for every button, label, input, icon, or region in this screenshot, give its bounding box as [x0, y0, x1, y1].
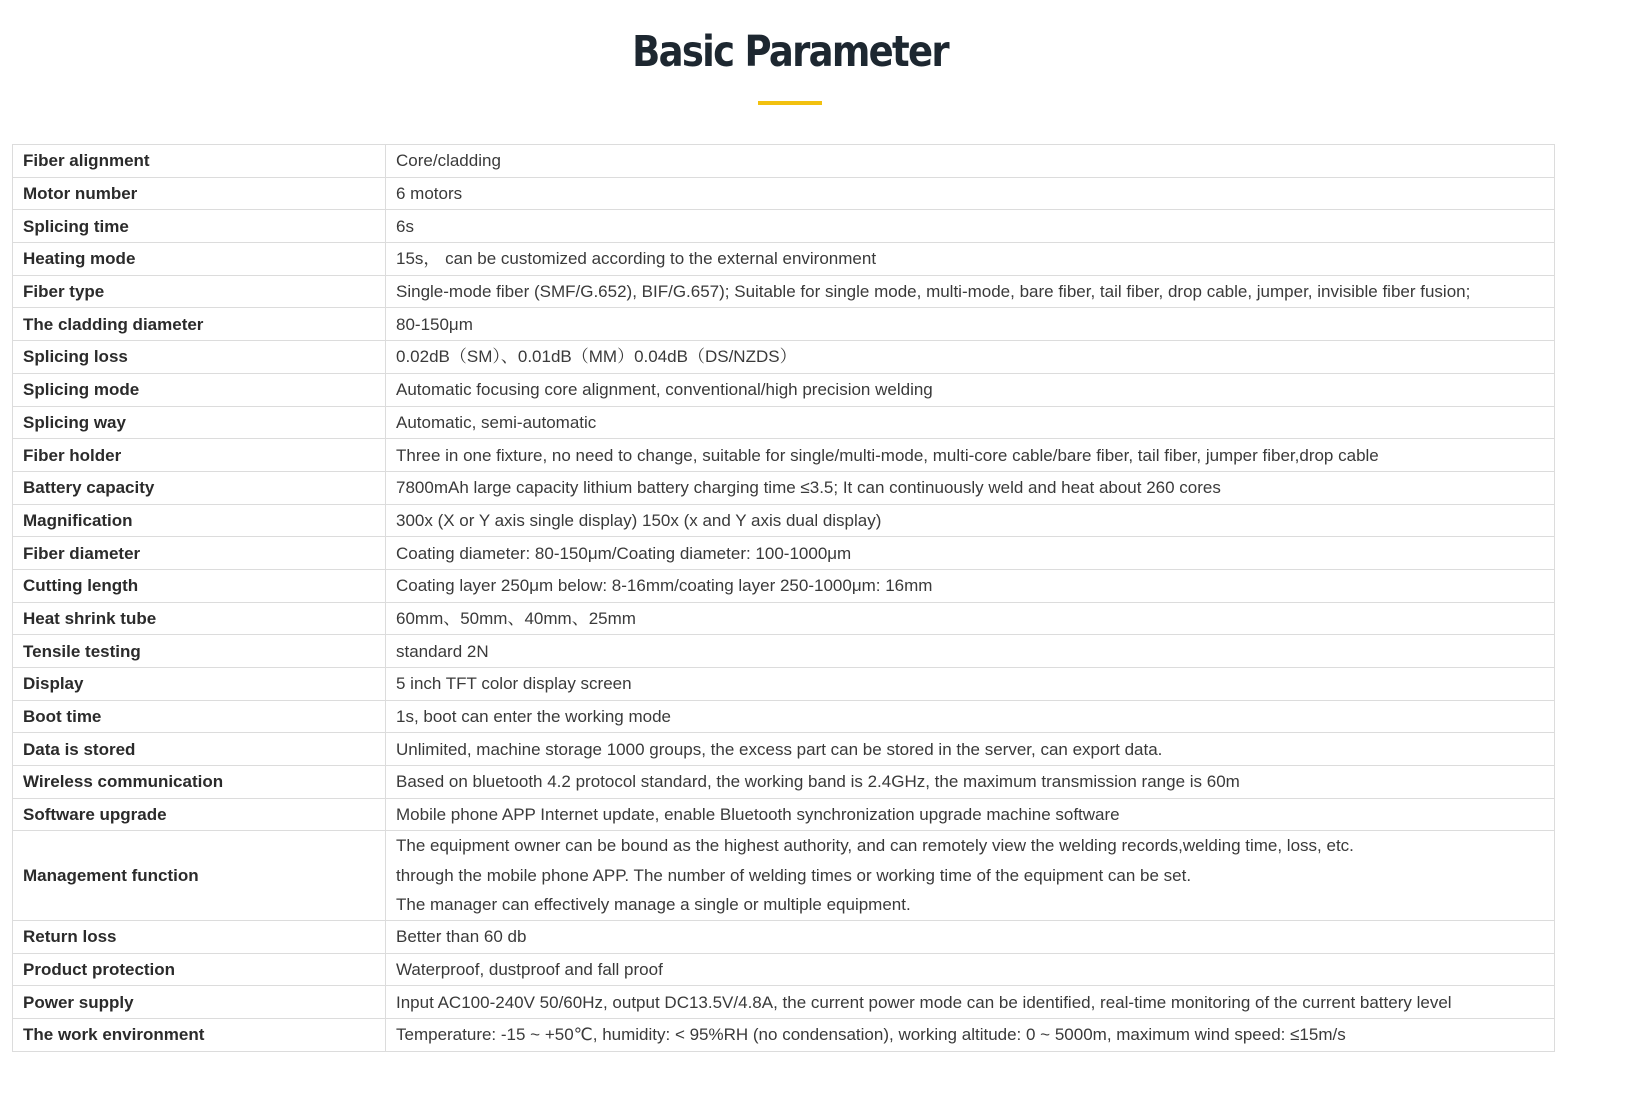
table-row — [13, 920, 1555, 953]
table-row — [13, 275, 1555, 308]
table-row — [13, 766, 1555, 799]
param-label: Battery capacity — [13, 471, 386, 504]
param-value-multiline — [386, 831, 1555, 921]
table-row — [13, 341, 1555, 374]
param-label: Management function — [13, 831, 386, 921]
param-value: Unlimited, machine storage 1000 groups, the excess part can be stored in the server, can export data. — [386, 733, 1555, 766]
table-row — [13, 243, 1555, 276]
table-row — [13, 177, 1555, 210]
param-value: Input AC100-240V 50/60Hz, output DC13.5V/4.8A, the current power mode can be identified, real-time monitoring of the current battery level — [386, 986, 1555, 1019]
param-value: Single-mode fiber (SMF/G.652), BIF/G.657); Suitable for single mode, multi-mode, bare fiber, tail fiber, drop cable, jumper, invisible fiber fusion; — [386, 275, 1555, 308]
param-value: Mobile phone APP Internet update, enable Bluetooth synchronization upgrade machine software — [386, 798, 1555, 831]
table-row — [13, 668, 1555, 701]
management-line: The manager can effectively manage a single or multiple equipment. — [396, 895, 911, 915]
param-value: Waterproof, dustproof and fall proof — [386, 953, 1555, 986]
table-row — [13, 406, 1555, 439]
param-value: 60mm、50mm、40mm、25mm — [386, 602, 1555, 635]
table-row — [13, 700, 1555, 733]
param-label: Magnification — [13, 504, 386, 537]
param-value: Core/cladding — [386, 145, 1555, 178]
param-label: Cutting length — [13, 569, 386, 602]
table-row — [13, 569, 1555, 602]
param-label: Motor number — [13, 177, 386, 210]
parameter-table — [12, 144, 1555, 1052]
param-label: Data is stored — [13, 733, 386, 766]
management-line: through the mobile phone APP. The number of welding times or working time of the equipment can be set. — [396, 865, 1192, 885]
param-value: 1s, boot can enter the working mode — [386, 700, 1555, 733]
param-value: Better than 60 db — [386, 920, 1555, 953]
param-label: Fiber diameter — [13, 537, 386, 570]
param-value: Automatic, semi-automatic — [386, 406, 1555, 439]
table-row — [13, 373, 1555, 406]
param-label: The work environment — [13, 1019, 386, 1052]
param-label: Fiber holder — [13, 439, 386, 472]
param-value: Coating diameter: 80-150μm/Coating diameter: 100-1000μm — [386, 537, 1555, 570]
table-row — [13, 537, 1555, 570]
table-row — [13, 733, 1555, 766]
param-label: Fiber alignment — [13, 145, 386, 178]
param-value: 0.02dB（SM）、0.01dB（MM）0.04dB（DS/NZDS） — [386, 341, 1555, 374]
param-value: 5 inch TFT color display screen — [386, 668, 1555, 701]
table-row — [13, 210, 1555, 243]
param-value: Temperature: -15 ~ +50℃, humidity: < 95%RH (no condensation), working altitude: 0 ~ 5000m, maximum wind speed: ≤15m/s — [386, 1019, 1555, 1052]
param-value: Coating layer 250μm below: 8-16mm/coating layer 250-1000μm: 16mm — [386, 569, 1555, 602]
param-label: Tensile testing — [13, 635, 386, 668]
param-value: 15s， can be customized according to the external environment — [386, 243, 1555, 276]
param-value: 7800mAh large capacity lithium battery charging time ≤3.5; It can continuously weld and heat about 260 cores — [386, 471, 1555, 504]
param-value: Based on bluetooth 4.2 protocol standard, the working band is 2.4GHz, the maximum transmission range is 60m — [386, 766, 1555, 799]
param-label: Fiber type — [13, 275, 386, 308]
table-row — [13, 1019, 1555, 1052]
table-row — [13, 471, 1555, 504]
param-value: Automatic focusing core alignment, conventional/high precision welding — [386, 373, 1555, 406]
table-row — [13, 145, 1555, 178]
table-row — [13, 602, 1555, 635]
param-label: The cladding diameter — [13, 308, 386, 341]
param-label: Power supply — [13, 986, 386, 1019]
table-row — [13, 953, 1555, 986]
param-label: Boot time — [13, 700, 386, 733]
table-row-management — [13, 831, 1555, 921]
table-row — [13, 798, 1555, 831]
param-value: 80-150μm — [386, 308, 1555, 341]
table-row — [13, 986, 1555, 1019]
management-line: The equipment owner can be bound as the highest authority, and can remotely view the welding records,welding time, loss, etc. — [396, 836, 1354, 856]
param-label: Product protection — [13, 953, 386, 986]
param-label: Splicing loss — [13, 341, 386, 374]
param-value: 300x (X or Y axis single display) 150x (x and Y axis dual display) — [386, 504, 1555, 537]
page-title: Basic Parameter — [632, 27, 948, 77]
table-row — [13, 504, 1555, 537]
title-underline — [758, 101, 822, 105]
param-value: 6s — [386, 210, 1555, 243]
param-value: standard 2N — [386, 635, 1555, 668]
param-label: Display — [13, 668, 386, 701]
table-row — [13, 308, 1555, 341]
param-value: Three in one fixture, no need to change, suitable for single/multi-mode, multi-core cable/bare fiber, tail fiber, jumper fiber,drop cable — [386, 439, 1555, 472]
param-label: Heat shrink tube — [13, 602, 386, 635]
param-label: Heating mode — [13, 243, 386, 276]
param-label: Return loss — [13, 920, 386, 953]
table-row — [13, 635, 1555, 668]
param-label: Wireless communication — [13, 766, 386, 799]
param-label: Splicing mode — [13, 373, 386, 406]
param-label: Software upgrade — [13, 798, 386, 831]
param-label: Splicing time — [13, 210, 386, 243]
table-row — [13, 439, 1555, 472]
param-value: 6 motors — [386, 177, 1555, 210]
param-label: Splicing way — [13, 406, 386, 439]
